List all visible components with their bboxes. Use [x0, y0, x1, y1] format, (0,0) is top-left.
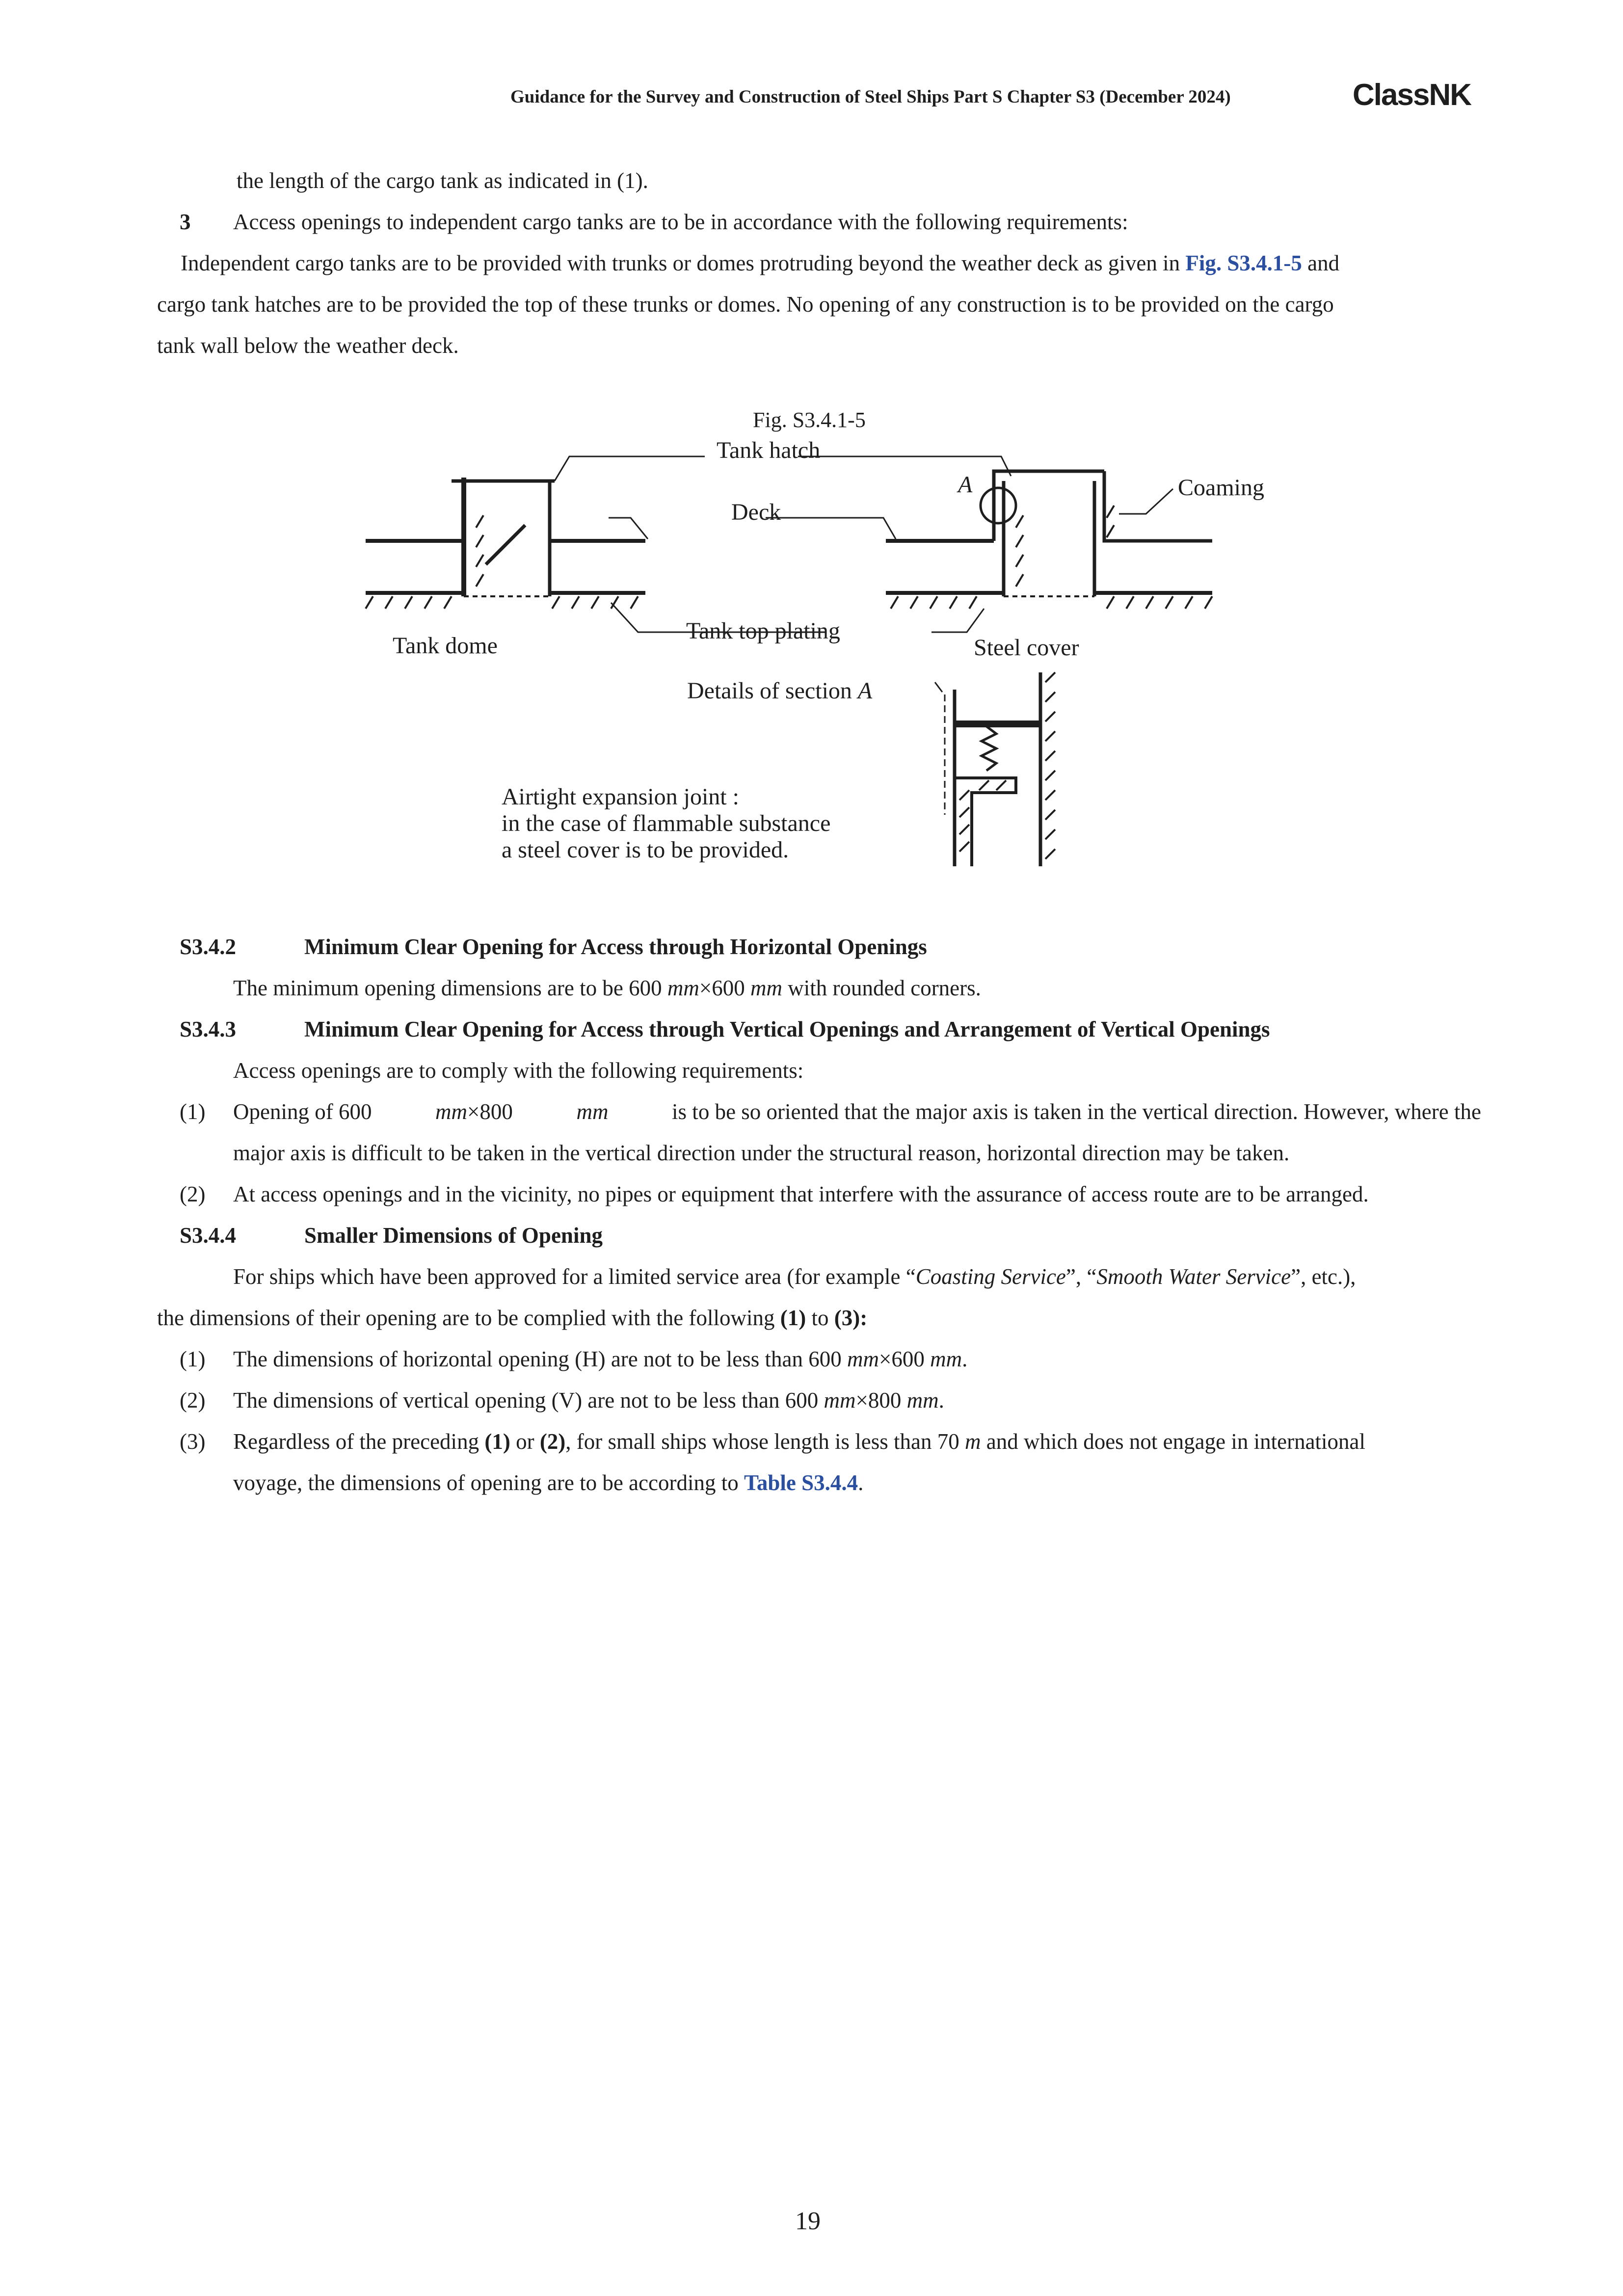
classnk-logo: ClassNK	[1353, 78, 1471, 112]
section-title-s344: Smaller Dimensions of Opening	[304, 1223, 603, 1248]
header-title: Guidance for the Survey and Construction of Steel Ships Part S Chapter S3 (December 2024)	[510, 87, 1231, 107]
s344-item-2-text: The dimensions of vertical opening (V) are not to be less than 600 mm×800 mm.	[233, 1388, 944, 1413]
s343-intro: Access openings are to comply with the following requirements:	[233, 1058, 804, 1083]
s343-item-2-text: At access openings and in the vicinity, no pipes or equipment that interfere with the assurance of access route are to be arranged.	[233, 1182, 1369, 1206]
label-tank-top-plating: Tank top plating	[686, 618, 840, 644]
s342-text: The minimum opening dimensions are to be 600 mm×600 mm with rounded corners.	[233, 976, 981, 1000]
s344-item-1-text: The dimensions of horizontal opening (H) are not to be less than 600 mm×600 mm.	[233, 1347, 968, 1371]
label-joint-line-1: Airtight expansion joint :	[502, 784, 739, 810]
s344-item-3-line-2: voyage, the dimensions of opening are to be according to Table S3.4.4.	[233, 1470, 864, 1495]
section-title-s342: Minimum Clear Opening for Access through Horizontal Openings	[304, 934, 927, 959]
s344-para-line-2: the dimensions of their opening are to be complied with the following (1) to (3):	[157, 1306, 868, 1330]
item-3-text: Access openings to independent cargo tanks are to be in accordance with the following requirements:	[233, 210, 1128, 234]
label-tank-dome: Tank dome	[393, 633, 498, 659]
s343-item-1-line-2: major axis is difficult to be taken in the vertical direction under the structural reason, horizontal direction may be taken.	[233, 1141, 1290, 1165]
s343-item-1-line-1: Opening of 600 mm×800 mm is to be so oriented that the major axis is taken in the vertical direction. However, where the	[233, 1099, 1481, 1124]
label-deck: Deck	[731, 499, 781, 525]
label-coaming: Coaming	[1178, 475, 1264, 501]
label-a: A	[958, 472, 973, 498]
continuation-line: the length of the cargo tank as indicated in (1).	[237, 168, 648, 193]
section-title-s343: Minimum Clear Opening for Access through Vertical Openings and Arrangement of Vertical Openings	[304, 1017, 1270, 1041]
s344-para-line-1: For ships which have been approved for a limited service area (for example “Coasting Service”, “Smooth Water Service”, etc.),	[233, 1264, 1356, 1289]
section-number-s344: S3.4.4	[180, 1223, 237, 1248]
s343-item-1-number: (1)	[180, 1099, 206, 1124]
s343-item-2-number: (2)	[180, 1182, 206, 1206]
label-tank-hatch: Tank hatch	[717, 437, 821, 463]
fig-reference-link[interactable]: Fig. S3.4.1-5	[1185, 251, 1302, 275]
paragraph-line-3: tank wall below the weather deck.	[157, 333, 459, 358]
label-details-section: Details of section A	[687, 678, 873, 704]
label-joint-line-3: a steel cover is to be provided.	[502, 837, 789, 863]
page-number: 19	[795, 2207, 821, 2235]
paragraph-line-1: Independent cargo tanks are to be provided with trunks or domes protruding beyond the weather deck as given in Fig. S3.4.1-5 and	[181, 251, 1340, 275]
s344-item-3-number: (3)	[180, 1429, 206, 1454]
paragraph-line-2: cargo tank hatches are to be provided the top of these trunks or domes. No opening of any construction is to be provided on the cargo	[157, 292, 1334, 317]
s344-item-1-number: (1)	[180, 1347, 206, 1371]
page-header	[0, 78, 1623, 117]
label-joint-line-2: in the case of flammable substance	[502, 810, 831, 836]
figure-caption: Fig. S3.4.1-5	[753, 408, 866, 432]
label-steel-cover: Steel cover	[974, 635, 1079, 661]
s344-item-3-line-1: Regardless of the preceding (1) or (2), for small ships whose length is less than 70 m and which does not engage in international	[233, 1429, 1366, 1454]
section-number-s342: S3.4.2	[180, 934, 237, 959]
item-3-number: 3	[180, 210, 191, 234]
section-number-s343: S3.4.3	[180, 1017, 237, 1041]
table-reference-link[interactable]: Table S3.4.4	[744, 1470, 858, 1495]
figure-tank-dome	[363, 407, 1296, 879]
s344-item-2-number: (2)	[180, 1388, 206, 1413]
